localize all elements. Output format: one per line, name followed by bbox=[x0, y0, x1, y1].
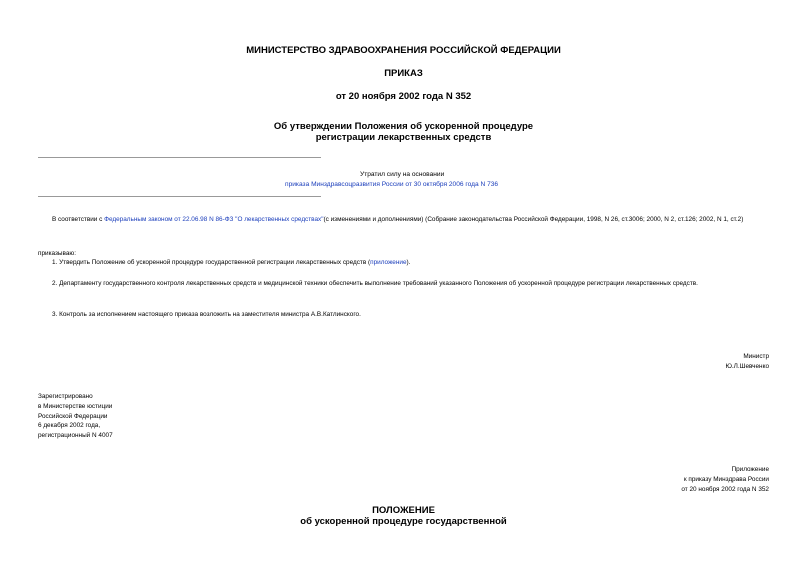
divider-top bbox=[38, 157, 321, 158]
item-1-end: ). bbox=[406, 259, 411, 266]
repeal-order-link[interactable]: приказа Минздравсоцразвития России от 30 октября 2006 года N 736 bbox=[285, 181, 499, 188]
appendix-reference bbox=[681, 465, 769, 494]
order-word: приказываю: bbox=[38, 250, 76, 257]
registration-line-2: в Министерстве юстиции bbox=[38, 402, 113, 410]
registration-line-5: регистрационный N 4007 bbox=[38, 432, 113, 440]
title-line-1: Об утверждении Положения об ускоренной процедуре bbox=[273, 121, 534, 132]
signature-name: Ю.Л.Шевченко bbox=[725, 362, 769, 370]
registration-line-1: Зарегистрировано bbox=[38, 393, 93, 400]
doc-type-heading: ПРИКАЗ bbox=[384, 68, 423, 79]
federal-law-link[interactable]: Федеральным законом от 22.06.98 N 86-ФЗ "О лекарственных средствах" bbox=[104, 216, 324, 223]
signature-position: Министр bbox=[743, 353, 769, 360]
preamble-suffix: (с изменениями и дополнениями) (Собрание законодательства Российской Федерации, 1998, N 26, ст.3006; 2000, N 2, ст.126; 2002, N 1, ст.2) bbox=[323, 216, 744, 223]
preamble-prefix: В соответствии с bbox=[52, 216, 105, 223]
date-number-heading: от 20 ноября 2002 года N 352 bbox=[335, 91, 472, 102]
signature-block bbox=[725, 352, 769, 372]
item-1-text: 1. Утвердить Положение об ускоренной процедуре государственной регистрации лекарственных средств ( bbox=[52, 259, 371, 266]
appendix-ref-line-1: Приложение bbox=[731, 466, 769, 473]
registration-line-4: 6 декабря 2002 года, bbox=[38, 422, 101, 430]
ministry-heading: МИНИСТЕРСТВО ЗДРАВООХРАНЕНИЯ РОССИЙСКОЙ ФЕДЕРАЦИИ bbox=[246, 45, 561, 56]
appendix-link[interactable]: приложение bbox=[370, 259, 407, 266]
item-2: 2. Департаменту государственного контроля лекарственных средств и медицинской техники обеспечить выполнение требований указанного Положения об ускоренной процедуре регистрации лекарственных средств. bbox=[52, 280, 698, 287]
registration-line-3: Российской Федерации bbox=[38, 412, 108, 420]
section-subtitle: об ускоренной процедуре государственной bbox=[300, 516, 507, 527]
registration-block bbox=[38, 392, 113, 441]
divider-bottom bbox=[38, 196, 321, 197]
preamble-paragraph bbox=[38, 215, 768, 225]
section-title: ПОЛОЖЕНИЕ bbox=[372, 505, 435, 516]
item-1 bbox=[38, 258, 768, 268]
title-line-2: регистрации лекарственных средств bbox=[315, 132, 492, 143]
appendix-ref-line-2: к приказу Минздрава России bbox=[683, 475, 769, 483]
status-note: Утратил силу на основании bbox=[360, 171, 445, 178]
appendix-ref-line-3: от 20 ноября 2002 года N 352 bbox=[681, 485, 769, 493]
item-3: 3. Контроль за исполнением настоящего приказа возложить на заместителя министра А.В.Катлинского. bbox=[52, 311, 361, 318]
